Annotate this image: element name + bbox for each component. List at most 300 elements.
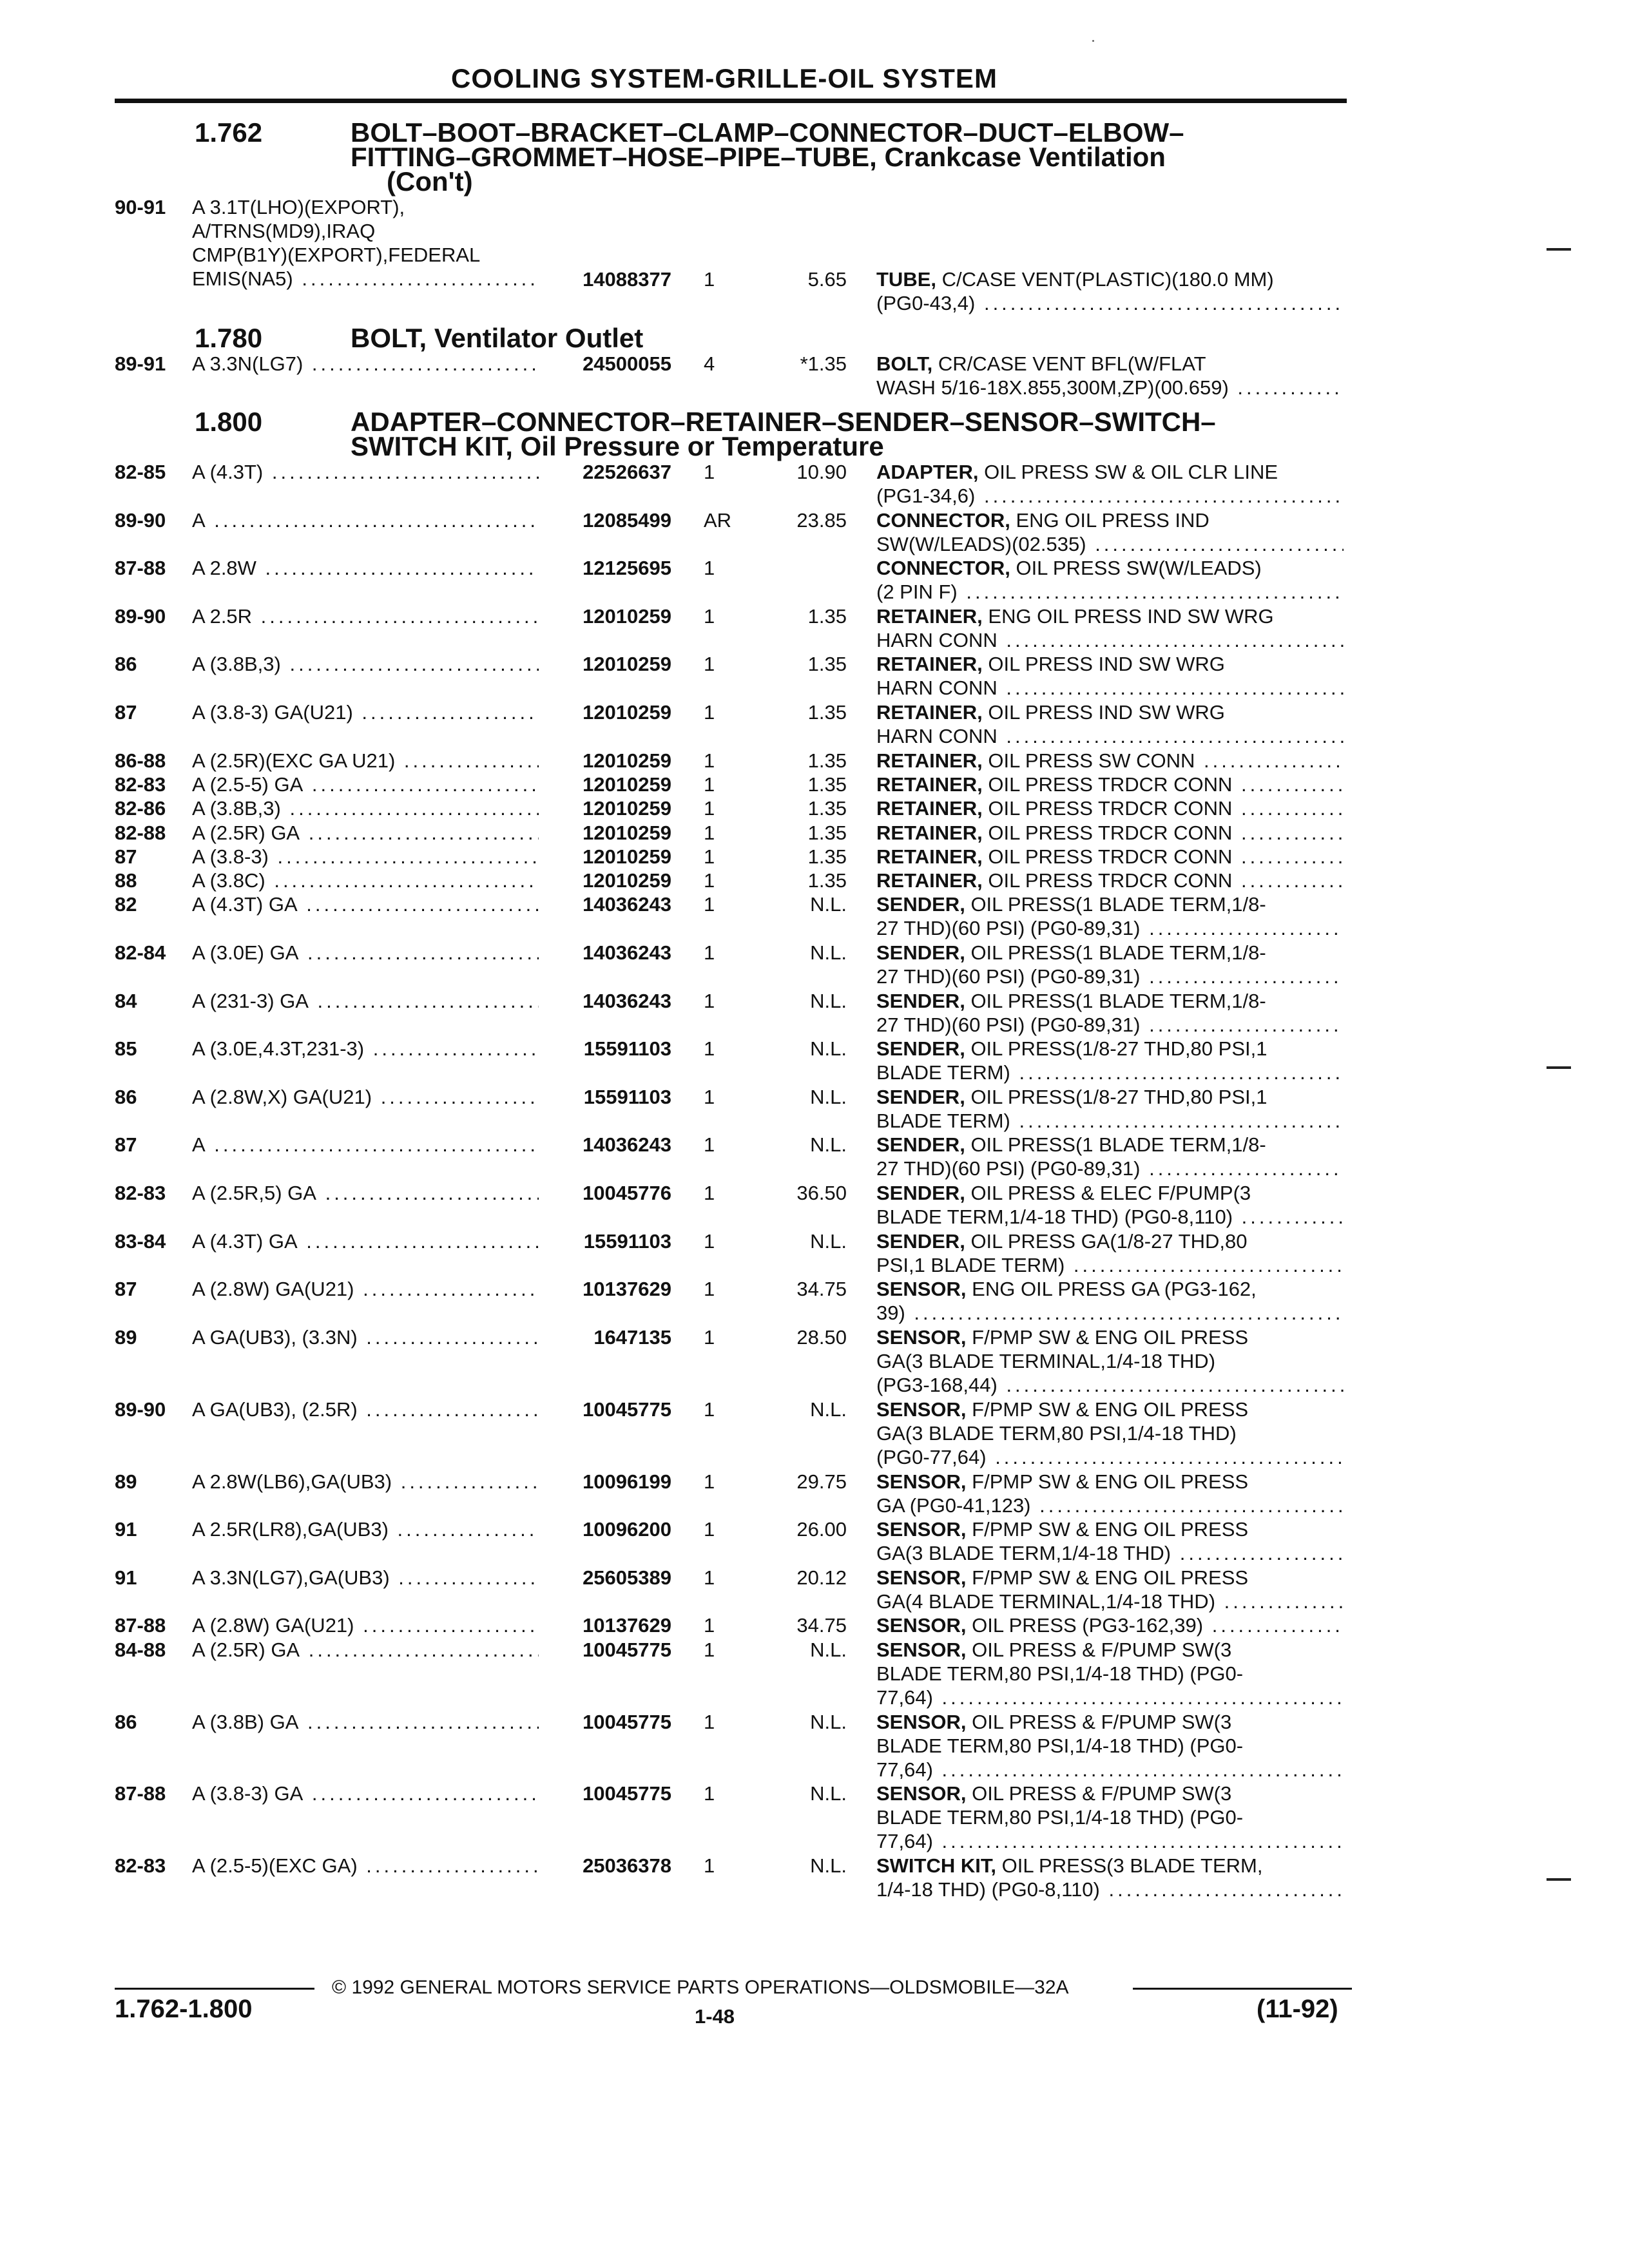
part-row (0, 845, 1629, 869)
part-row (0, 1181, 1629, 1229)
description-line (876, 1133, 1344, 1157)
section-heading (0, 407, 1629, 462)
quantity: 1 (704, 1854, 715, 1878)
description-line (876, 1541, 1344, 1565)
description (876, 941, 1344, 988)
model-years: 85 (115, 1037, 137, 1061)
application-line: A (3.8B) GA ..... (192, 1710, 539, 1734)
application-line: A GA(UB3), (2.5R) ..... (192, 1398, 539, 1421)
model-years: 86-88 (115, 749, 166, 772)
quantity: 4 (704, 352, 715, 375)
part-number: 12010259 (583, 604, 671, 628)
application-line: A (3.0E,4.3T,231-3) ..... (192, 1037, 539, 1061)
part-row (0, 1638, 1629, 1710)
part-number: 15591103 (583, 1037, 671, 1061)
item-name: SENDER, (876, 989, 965, 1012)
model-years: 87 (115, 1278, 137, 1301)
application (192, 460, 539, 484)
part-number: 12010259 (583, 653, 671, 676)
description (876, 1517, 1344, 1565)
description-text: 39) (876, 1302, 905, 1325)
footer-date: (11-92) (1257, 1995, 1338, 2023)
part-number: 14036243 (583, 1133, 671, 1157)
description-line (876, 652, 1344, 676)
item-name: SENSOR, (876, 1710, 967, 1733)
item-name: SENSOR, (876, 1325, 967, 1349)
quantity: 1 (704, 1325, 715, 1349)
quantity: 1 (704, 1782, 715, 1805)
item-name: SENDER, (876, 941, 965, 965)
part-number: 25036378 (583, 1854, 671, 1878)
description (876, 1854, 1344, 1901)
application-line: A (3.8-3) GA ..... (192, 1782, 539, 1805)
application (192, 1782, 539, 1805)
section-title-line: ADAPTER–CONNECTOR–RETAINER–SENDER–SENSOR–SWITCH– (351, 407, 1216, 437)
application (192, 845, 539, 869)
description-text: OIL PRESS IND SW WRG (988, 653, 1225, 676)
application-line: A 3.3N(LG7),GA(UB3) ..... (192, 1566, 539, 1590)
application (192, 1854, 539, 1878)
description-line (876, 1638, 1344, 1662)
description-line (876, 556, 1344, 580)
part-row (0, 508, 1629, 557)
quantity: 1 (704, 893, 715, 916)
price: N.L. (810, 1710, 847, 1733)
description (876, 460, 1344, 508)
footer-rule-left (115, 1988, 314, 1990)
application-line: A GA(UB3), (3.3N) ..... (192, 1325, 539, 1349)
quantity: 1 (704, 1638, 715, 1661)
section-title-line: BOLT, Ventilator Outlet (351, 322, 644, 353)
application-line: A (3.8B,3) ..... (192, 652, 539, 676)
application (192, 1085, 539, 1109)
part-number: 10045775 (583, 1782, 671, 1805)
part-number: 24500055 (583, 352, 671, 375)
part-number: 14088377 (583, 267, 671, 291)
description-text: 27 THD)(60 PSI) (PG0-89,31) (876, 917, 1141, 940)
model-years: 89-91 (115, 352, 166, 375)
description-text: GA(3 BLADE TERM,1/4-18 THD) (876, 1542, 1171, 1565)
application (192, 1181, 539, 1205)
description-text: OIL PRESS(1/8-27 THD,80 PSI,1 (970, 1037, 1268, 1061)
quantity: 1 (704, 797, 715, 820)
description-text: BLADE TERM,80 PSI,1/4-18 THD) (PG0- (876, 1662, 1244, 1685)
description-text: OIL PRESS TRDCR CONN (988, 845, 1233, 868)
description-line (876, 1758, 1344, 1782)
quantity: 1 (704, 869, 715, 892)
quantity: 1 (704, 1278, 715, 1301)
item-name: RETAINER, (876, 773, 983, 796)
part-row (0, 1782, 1629, 1854)
application (192, 989, 539, 1013)
price: 5.65 (807, 267, 847, 291)
application-line: A 3.1T(LHO)(EXPORT), (192, 196, 405, 218)
item-name: RETAINER, (876, 604, 983, 628)
description-line (876, 1613, 1344, 1637)
price: 1.35 (807, 869, 847, 892)
margin-mark (1547, 248, 1571, 251)
description (876, 796, 1344, 820)
description (876, 1638, 1344, 1709)
part-number: 12010259 (583, 701, 671, 724)
price: 1.35 (807, 773, 847, 796)
part-number: 12010259 (583, 869, 671, 892)
description-line (876, 532, 1344, 556)
application (192, 1566, 539, 1590)
part-number: 14036243 (583, 989, 671, 1012)
application-line: A (2.5R)(EXC GA U21) ..... (192, 749, 539, 773)
quantity: 1 (704, 1398, 715, 1421)
margin-mark (1547, 1066, 1571, 1069)
description-line (876, 724, 1344, 748)
scan-speck (1092, 40, 1094, 42)
price: 36.50 (796, 1182, 847, 1204)
model-years: 87 (115, 701, 137, 724)
description (876, 1782, 1344, 1853)
item-name: TUBE, (876, 267, 936, 291)
description-line (876, 1181, 1344, 1205)
description (876, 869, 1344, 892)
description (876, 508, 1344, 556)
description-line (876, 916, 1344, 940)
application-line: A (3.8C) ..... (192, 869, 539, 892)
description-text: GA(3 BLADE TERM,80 PSI,1/4-18 THD) (876, 1421, 1237, 1445)
description-text: PSI,1 BLADE TERM) (876, 1253, 1065, 1276)
part-row (0, 700, 1629, 749)
price: 34.75 (796, 1278, 847, 1301)
description-text: OIL PRESS TRDCR CONN (988, 869, 1233, 892)
item-name: CONNECTOR, (876, 557, 1010, 580)
application (192, 700, 539, 724)
part-row (0, 1325, 1629, 1398)
section-number: 1.762 (195, 117, 263, 148)
part-row (0, 1277, 1629, 1325)
price: N.L. (810, 1638, 847, 1661)
item-name: SENDER, (876, 1133, 965, 1157)
description-text: 27 THD)(60 PSI) (PG0-89,31) (876, 1013, 1141, 1036)
description-text: OIL PRESS SW CONN (988, 749, 1195, 772)
description-line (876, 1013, 1344, 1037)
model-years: 88 (115, 869, 137, 892)
part-number: 12010259 (583, 821, 671, 844)
description-text: CR/CASE VENT BFL(W/FLAT (938, 352, 1206, 375)
description-line (876, 1494, 1344, 1517)
application (192, 869, 539, 892)
model-years: 82-83 (115, 1182, 166, 1204)
description-text: GA(3 BLADE TERMINAL,1/4-18 THD) (876, 1349, 1216, 1372)
part-number: 14036243 (583, 941, 671, 965)
description-text: OIL PRESS SW(W/LEADS) (1016, 557, 1262, 580)
application (192, 1133, 539, 1157)
application-line: A (2.5R,5) GA ..... (192, 1181, 539, 1205)
model-years: 86 (115, 653, 137, 676)
part-row (0, 604, 1629, 653)
description-line (876, 1253, 1344, 1277)
quantity: 1 (704, 1614, 715, 1637)
description-line (876, 1157, 1344, 1180)
description (876, 604, 1344, 652)
description-text: F/PMP SW & ENG OIL PRESS (972, 1398, 1249, 1421)
price: 1.35 (807, 797, 847, 820)
description (876, 700, 1344, 748)
description-line (876, 1445, 1344, 1469)
model-years: 82 (115, 893, 137, 916)
part-number: 12010259 (583, 749, 671, 772)
description-text: OIL PRESS(3 BLADE TERM, (1001, 1854, 1263, 1878)
part-row (0, 869, 1629, 892)
application (192, 892, 539, 916)
application-line: A (3.0E) GA ..... (192, 941, 539, 965)
section-heading (0, 322, 1629, 353)
part-number: 25605389 (583, 1566, 671, 1589)
description-text: F/PMP SW & ENG OIL PRESS (972, 1470, 1249, 1493)
description (876, 821, 1344, 845)
description-text: HARN CONN (876, 628, 998, 651)
part-row (0, 1710, 1629, 1782)
description-line (876, 749, 1344, 773)
application (192, 796, 539, 820)
application-line: CMP(B1Y)(EXPORT),FEDERAL (192, 244, 481, 266)
description-text: (PG0-77,64) (876, 1445, 987, 1468)
margin-mark (1547, 1878, 1571, 1881)
section-number: 1.800 (195, 407, 263, 437)
part-row (0, 989, 1629, 1037)
description-line (876, 1301, 1344, 1325)
quantity: 1 (704, 1085, 715, 1108)
price: 1.35 (807, 845, 847, 868)
item-name: SENSOR, (876, 1278, 967, 1301)
description-line (876, 869, 1344, 892)
description-line (876, 821, 1344, 845)
price: 28.50 (796, 1325, 847, 1349)
part-row (0, 1566, 1629, 1614)
price: 1.35 (807, 749, 847, 772)
description-text: (PG3-168,44) (876, 1373, 998, 1396)
application-line: A (2.8W,X) GA(U21) ..... (192, 1085, 539, 1109)
application (192, 821, 539, 845)
price: 20.12 (796, 1566, 847, 1589)
description-line (876, 1398, 1344, 1421)
section-heading (0, 117, 1629, 197)
description-line (876, 1805, 1344, 1829)
description (876, 267, 1344, 315)
model-years: 91 (115, 1518, 137, 1541)
price: 26.00 (796, 1518, 847, 1541)
description-line (876, 1854, 1344, 1878)
quantity: 1 (704, 1182, 715, 1204)
description (876, 773, 1344, 796)
description-text: OIL PRESS TRDCR CONN (988, 821, 1233, 844)
price: N.L. (810, 1037, 847, 1061)
description-text: BLADE TERM) (876, 1109, 1010, 1132)
part-number: 10137629 (583, 1278, 671, 1301)
application-line: A (3.8-3) GA(U21) ..... (192, 700, 539, 724)
quantity: 1 (704, 604, 715, 628)
application-line: A (2.5-5)(EXC GA) ..... (192, 1854, 539, 1878)
description-line (876, 628, 1344, 652)
description-text: OIL PRESS TRDCR CONN (988, 773, 1233, 796)
price: 34.75 (796, 1614, 847, 1637)
part-number: 10045775 (583, 1710, 671, 1733)
quantity: 1 (704, 821, 715, 844)
description (876, 1085, 1344, 1133)
model-years: 87 (115, 845, 137, 868)
description-line (876, 965, 1344, 988)
price: 1.35 (807, 821, 847, 844)
application-line: A 3.3N(LG7) ..... (192, 352, 539, 376)
description-text: F/PMP SW & ENG OIL PRESS (972, 1325, 1249, 1349)
description-line (876, 460, 1344, 484)
part-number: 15591103 (583, 1085, 671, 1108)
price: 1.35 (807, 604, 847, 628)
item-name: RETAINER, (876, 653, 983, 676)
quantity: 1 (704, 1470, 715, 1493)
model-years: 83-84 (115, 1229, 166, 1253)
part-row (0, 1398, 1629, 1470)
price: 29.75 (796, 1470, 847, 1493)
part-row (0, 1085, 1629, 1133)
item-name: SENSOR, (876, 1782, 967, 1805)
description-text: OIL PRESS IND SW WRG (988, 701, 1225, 724)
description (876, 845, 1344, 869)
application (192, 508, 539, 532)
description-line (876, 1109, 1344, 1133)
application-line: A/TRNS(MD9),IRAQ (192, 220, 376, 242)
description (876, 1181, 1344, 1229)
description (876, 1470, 1344, 1517)
application (192, 556, 539, 580)
description-text: GA(4 BLADE TERMINAL,1/4-18 THD) (876, 1590, 1216, 1613)
description-line (876, 941, 1344, 965)
description-text: ENG OIL PRESS IND SW WRG (988, 604, 1274, 628)
application (192, 652, 539, 676)
part-row (0, 941, 1629, 989)
description-line (876, 484, 1344, 508)
description-line (876, 773, 1344, 796)
model-years: 82-83 (115, 773, 166, 796)
description-line (876, 1421, 1344, 1445)
application-line: A 2.5R ..... (192, 604, 539, 628)
description-text: F/PMP SW & ENG OIL PRESS (972, 1566, 1249, 1589)
description (876, 1398, 1344, 1469)
section-title-line: SWITCH KIT, Oil Pressure or Temperature (351, 431, 884, 462)
part-row (0, 1854, 1629, 1902)
description-line (876, 1085, 1344, 1109)
part-number: 12125695 (583, 557, 671, 580)
model-years: 84 (115, 989, 137, 1012)
part-row (0, 652, 1629, 700)
description (876, 892, 1344, 940)
footer-page-number: 1-48 (695, 2005, 735, 2028)
item-name: SENSOR, (876, 1566, 967, 1589)
model-years: 87 (115, 1133, 137, 1157)
description (876, 556, 1344, 604)
application (192, 1037, 539, 1061)
header-rule (115, 99, 1347, 103)
price: 23.85 (796, 508, 847, 532)
part-number: 10096200 (583, 1518, 671, 1541)
price: 10.90 (796, 461, 847, 484)
model-years: 90-91 (115, 196, 166, 218)
item-name: SENSOR, (876, 1470, 967, 1493)
part-number: 22526637 (583, 461, 671, 484)
part-number: 10096199 (583, 1470, 671, 1493)
part-number: 12010259 (583, 773, 671, 796)
item-name: RETAINER, (876, 821, 983, 844)
description-text: OIL PRESS & ELEC F/PUMP(3 (970, 1182, 1251, 1204)
description-line (876, 352, 1344, 376)
description-line (876, 1061, 1344, 1084)
footer-copyright: © 1992 GENERAL MOTORS SERVICE PARTS OPERATIONS—OLDSMOBILE—32A (332, 1977, 1069, 1998)
application-line: A (4.3T) GA ..... (192, 892, 539, 916)
footer-section-range: 1.762-1.800 (115, 1995, 253, 2023)
quantity: 1 (704, 461, 715, 484)
description-line (876, 1349, 1344, 1373)
application (192, 1229, 539, 1253)
description-text: (PG0-43,4) (876, 291, 976, 314)
application-line: A (2.5R) GA ..... (192, 1638, 539, 1662)
description-text: OIL PRESS & F/PUMP SW(3 (972, 1638, 1232, 1661)
description (876, 1133, 1344, 1180)
description-line (876, 1325, 1344, 1349)
description-text: WASH 5/16-18X.855,300M,ZP)(00.659) (876, 376, 1229, 399)
application (192, 1638, 539, 1662)
quantity: 1 (704, 701, 715, 724)
application (192, 1613, 539, 1637)
item-name: RETAINER, (876, 749, 983, 772)
application-line: A (4.3T) ..... (192, 460, 539, 484)
description-text: 1/4-18 THD) (PG0-8,110) (876, 1878, 1100, 1901)
application-line: A (231-3) GA ..... (192, 989, 539, 1013)
item-name: SENSOR, (876, 1614, 967, 1637)
application (192, 195, 539, 291)
description (876, 1229, 1344, 1277)
part-row (0, 1229, 1629, 1278)
item-name: SENDER, (876, 1085, 965, 1108)
part-row (0, 1613, 1629, 1637)
part-row (0, 460, 1629, 508)
part-number: 1647135 (593, 1325, 671, 1349)
part-number: 14036243 (583, 893, 671, 916)
model-years: 82-83 (115, 1854, 166, 1878)
description-line (876, 604, 1344, 628)
description-line (876, 1205, 1344, 1229)
item-name: SENDER, (876, 1037, 965, 1061)
description (876, 989, 1344, 1037)
part-row (0, 1517, 1629, 1566)
model-years: 91 (115, 1566, 137, 1589)
description-text: 27 THD)(60 PSI) (PG0-89,31) (876, 1157, 1141, 1180)
description-line (876, 580, 1344, 604)
application (192, 749, 539, 773)
page-title: COOLING SYSTEM-GRILLE-OIL SYSTEM (451, 63, 998, 93)
description-text: OIL PRESS (PG3-162,39) (972, 1614, 1204, 1637)
description-line (876, 1662, 1344, 1686)
part-row (0, 892, 1629, 941)
quantity: AR (704, 508, 732, 532)
item-name: SWITCH KIT, (876, 1854, 996, 1878)
model-years: 82-88 (115, 821, 166, 844)
description (876, 1566, 1344, 1613)
price: 1.35 (807, 653, 847, 676)
part-number: 12085499 (583, 508, 671, 532)
part-number: 10045775 (583, 1638, 671, 1661)
quantity: 1 (704, 557, 715, 580)
description-text: 27 THD)(60 PSI) (PG0-89,31) (876, 965, 1141, 988)
application (192, 1710, 539, 1734)
model-years: 89-90 (115, 604, 166, 628)
item-name: ADAPTER, (876, 461, 979, 484)
